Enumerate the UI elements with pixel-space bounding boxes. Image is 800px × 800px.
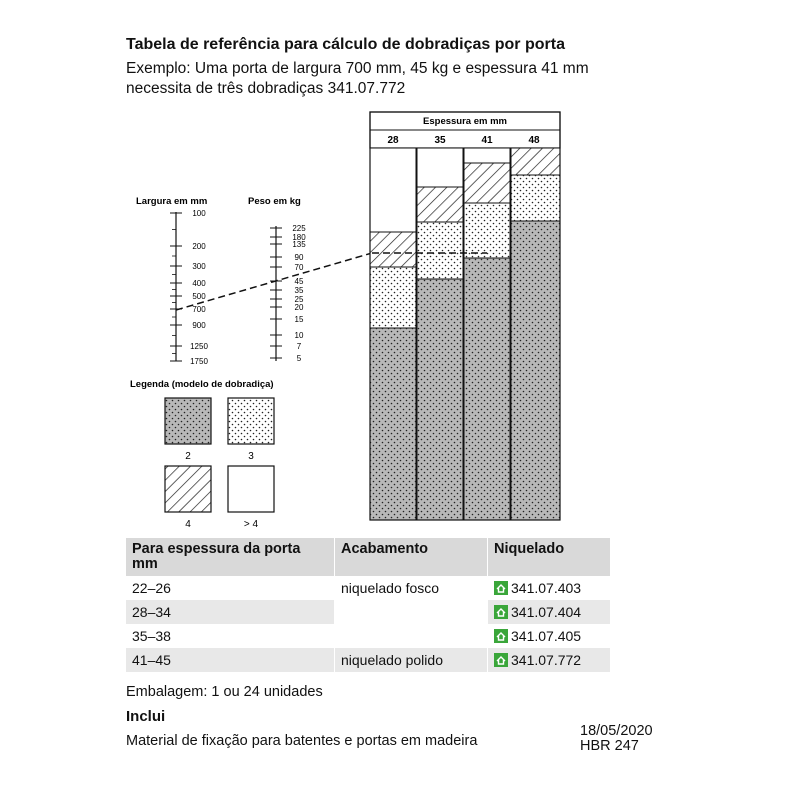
home-icon [494,629,508,643]
table-row: 28–34 341.07.404 [126,600,610,624]
table-row: 35–38 341.07.405 [126,624,610,648]
document-date: 18/05/2020 HBR 247 [580,723,653,754]
example-line-1: Exemplo: Uma porta de largura 700 mm, 45 kg e espessura 41 mm [126,60,589,77]
product-code-link[interactable]: 341.07.772 [511,652,582,668]
column-35 [417,148,463,520]
axis-tick-label: 90 [294,253,304,262]
page-title: Tabela de referência para cálculo de dobradiças por porta [126,36,565,53]
column-41 [464,148,510,520]
thickness-col-41: 41 [481,135,493,146]
legend-title: Legenda (modelo de dobradiça) [130,379,274,390]
includes-title: Inclui [126,708,166,725]
product-code-link[interactable]: 341.07.403 [511,580,582,596]
axis-tick-label: 225 [292,224,306,233]
home-icon [494,581,508,595]
axis-tick-label: 1750 [190,357,208,366]
width-axis-label: Largura em mm [136,196,208,207]
document-ref: HBR 247 [580,738,639,754]
axis-tick-label: 25 [294,295,304,304]
svg-text:> 4: > 4 [243,519,259,530]
home-icon [494,605,508,619]
axis-tick-label: 5 [296,354,302,363]
thickness-axis-label: Espessura em mm [423,116,507,127]
example-line-2: necessita de três dobradiças 341.07.772 [126,80,406,97]
includes-text: Material de fixação para batentes e portas em madeira [126,733,478,749]
axis-tick-label: 700 [192,305,206,314]
axis-tick-label: 35 [294,286,304,295]
svg-text:3: 3 [248,451,254,462]
product-code-link[interactable]: 341.07.404 [511,604,582,620]
axis-tick-label: 200 [192,242,206,251]
axis-tick-label: 180 [292,233,306,242]
legend-item-3 [228,398,274,462]
col-header-thickness: Para espessura da porta mm [126,538,335,576]
axis-tick-label: 900 [192,321,206,330]
col-header-nickel: Niquelado [488,538,611,576]
weight-axis-label: Peso em kg [248,196,301,207]
table-row: 22–26 niquelado fosco 341.07.403 [126,576,610,600]
product-code-link[interactable]: 341.07.405 [511,628,582,644]
axis-tick-label: 45 [294,277,304,286]
home-icon [494,653,508,667]
axis-tick-label: 7 [296,342,302,351]
thickness-col-28: 28 [387,135,399,146]
svg-text:2: 2 [185,451,191,462]
packing-info: Embalagem: 1 ou 24 unidades [126,684,323,700]
axis-tick-label: 15 [294,315,304,324]
table-row: 41–45 niquelado polido 341.07.772 [126,648,610,672]
axis-tick-label: 100 [192,209,206,218]
thickness-col-48: 48 [528,135,540,146]
axis-tick-label: 20 [294,303,304,312]
axis-tick-label: 300 [192,262,206,271]
axis-tick-label: 10 [294,331,304,340]
column-28 [370,148,416,520]
legend-item-4 [165,466,211,530]
axis-tick-label: 70 [294,263,304,272]
axis-tick-label: 500 [192,292,206,301]
axis-tick-label: 135 [292,240,306,249]
spec-table [126,538,610,672]
thickness-col-35: 35 [434,135,446,146]
axis-tick-label: 400 [192,279,206,288]
column-48 [511,148,560,520]
legend-item-2 [165,398,211,462]
legend-item-more-than-4 [228,466,274,530]
axis-tick-label: 1250 [190,342,208,351]
svg-text:4: 4 [185,519,191,530]
col-header-finish: Acabamento [335,538,488,576]
